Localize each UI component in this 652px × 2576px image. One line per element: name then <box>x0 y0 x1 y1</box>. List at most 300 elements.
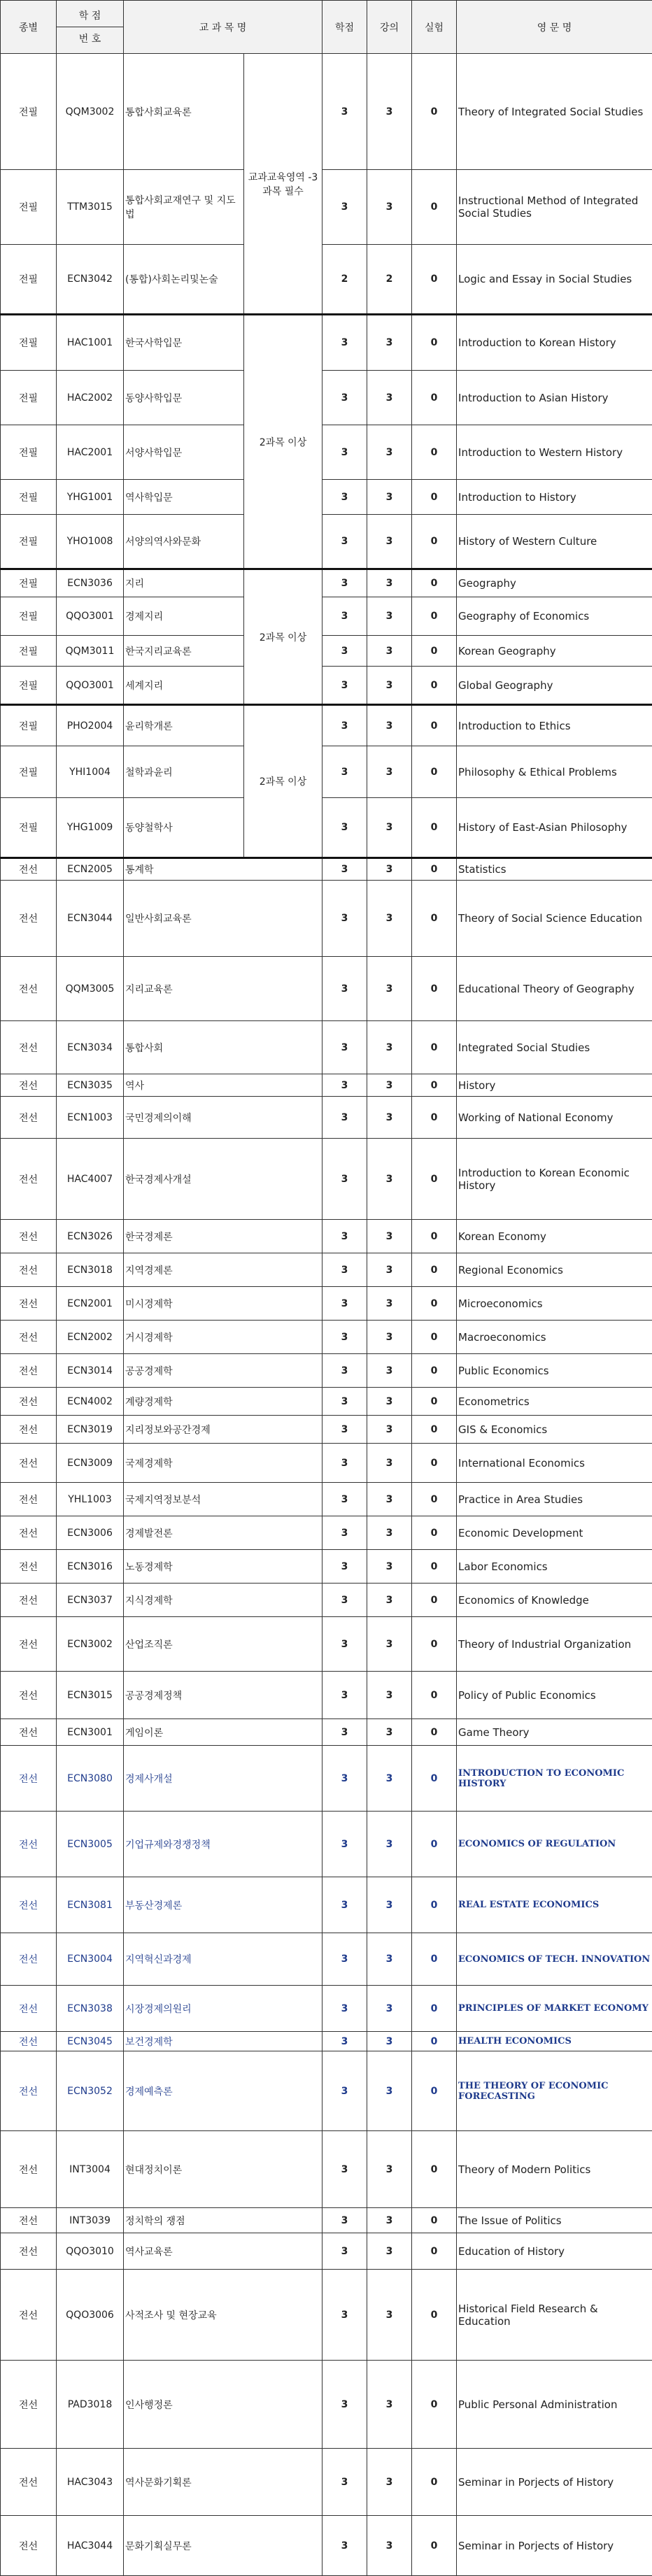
course-credit: 3 <box>323 746 367 798</box>
course-lecture: 3 <box>367 1483 412 1516</box>
course-lab: 0 <box>412 1516 457 1550</box>
table-row <box>1 1550 652 1584</box>
course-type: 전선 <box>1 2270 57 2361</box>
course-code: QQO3001 <box>57 597 124 636</box>
course-english-name: Seminar in Porjects of History <box>457 2449 652 2516</box>
course-name: 국제지역정보분석 <box>124 1483 323 1516</box>
course-lab: 0 <box>412 315 457 371</box>
course-credit: 3 <box>323 2270 367 2361</box>
course-lab: 0 <box>412 1253 457 1287</box>
course-lecture: 3 <box>367 2051 412 2131</box>
course-type: 전선 <box>1 1516 57 1550</box>
course-lab: 0 <box>412 2208 457 2233</box>
course-credit: 3 <box>323 1877 367 1933</box>
course-credit: 3 <box>323 2516 367 2576</box>
course-name: 역사교육론 <box>124 2233 323 2270</box>
table-row <box>1 1719 652 1746</box>
course-type: 전선 <box>1 2233 57 2270</box>
table-row <box>1 170 652 245</box>
header-code-top: 학 점 <box>57 8 123 27</box>
course-lecture: 3 <box>367 569 412 597</box>
course-lab: 0 <box>412 1877 457 1933</box>
course-type: 전필 <box>1 480 57 515</box>
table-row <box>1 1416 652 1444</box>
table-row <box>1 798 652 858</box>
course-code: HAC3043 <box>57 2449 124 2516</box>
course-code: ECN3037 <box>57 1584 124 1617</box>
course-code: YHL1003 <box>57 1483 124 1516</box>
course-name: 문화기획실무론 <box>124 2516 323 2576</box>
course-lecture: 3 <box>367 1097 412 1139</box>
course-code: HAC4007 <box>57 1139 124 1220</box>
course-code: ECN3026 <box>57 1220 124 1253</box>
course-name: 보건경제학 <box>124 2032 323 2051</box>
course-type: 전선 <box>1 2449 57 2516</box>
course-lecture: 3 <box>367 1287 412 1321</box>
course-english-name: Public Economics <box>457 1354 652 1388</box>
course-credit: 3 <box>323 2208 367 2233</box>
course-credit: 3 <box>323 1672 367 1719</box>
course-lecture: 3 <box>367 2361 412 2449</box>
course-type: 전필 <box>1 798 57 858</box>
course-lecture: 3 <box>367 1416 412 1444</box>
course-code: ECN3009 <box>57 1444 124 1483</box>
course-lab: 0 <box>412 1097 457 1139</box>
course-english-name: Policy of Public Economics <box>457 1672 652 1719</box>
course-lab: 0 <box>412 746 457 798</box>
course-credit: 3 <box>323 1516 367 1550</box>
course-credit: 3 <box>323 1584 367 1617</box>
course-type: 전필 <box>1 636 57 667</box>
course-code: QQM3002 <box>57 54 124 170</box>
course-lecture: 3 <box>367 2516 412 2576</box>
course-name: 미시경제학 <box>124 1287 323 1321</box>
course-name: 한국경제론 <box>124 1220 323 1253</box>
course-name: 사적조사 및 현장교육 <box>124 2270 323 2361</box>
course-lecture: 3 <box>367 1746 412 1812</box>
course-name: 역사 <box>124 1074 323 1097</box>
course-lab: 0 <box>412 597 457 636</box>
course-name: 서양의역사와문화 <box>124 515 244 569</box>
course-lab: 0 <box>412 1550 457 1584</box>
course-lecture: 3 <box>367 881 412 957</box>
table-row <box>1 480 652 515</box>
table-row <box>1 2131 652 2208</box>
course-english-name: Theory of Social Science Education <box>457 881 652 957</box>
course-lecture: 3 <box>367 315 412 371</box>
course-lecture: 3 <box>367 2449 412 2516</box>
course-type: 전선 <box>1 2208 57 2233</box>
course-credit: 3 <box>323 858 367 881</box>
course-type: 전선 <box>1 2516 57 2576</box>
table-row <box>1 1253 652 1287</box>
course-code: ECN3001 <box>57 1719 124 1746</box>
course-credit: 3 <box>323 480 367 515</box>
course-english-name: Philosophy & Ethical Problems <box>457 746 652 798</box>
header-course-name: 교 과 목 명 <box>124 1 323 54</box>
course-code: ECN3004 <box>57 1933 124 1986</box>
course-name: 부동산경제론 <box>124 1877 323 1933</box>
course-code: PAD3018 <box>57 2361 124 2449</box>
course-lecture: 3 <box>367 1220 412 1253</box>
course-name: 철학과윤리 <box>124 746 244 798</box>
table-row <box>1 858 652 881</box>
course-english-name: International Economics <box>457 1444 652 1483</box>
course-name: 한국지리교육론 <box>124 636 244 667</box>
course-code: HAC2001 <box>57 425 124 480</box>
course-credit: 3 <box>323 1021 367 1074</box>
course-code: ECN3014 <box>57 1354 124 1388</box>
course-name: 역사학입문 <box>124 480 244 515</box>
course-lab: 0 <box>412 667 457 705</box>
course-credit: 3 <box>323 1253 367 1287</box>
course-lab: 0 <box>412 54 457 170</box>
course-name: 통계학 <box>124 858 323 881</box>
course-name: 통합사회 <box>124 1021 323 1074</box>
course-name: 정치학의 쟁점 <box>124 2208 323 2233</box>
course-lecture: 3 <box>367 1516 412 1550</box>
table-row <box>1 597 652 636</box>
course-name: 지리정보와공간경제 <box>124 1416 323 1444</box>
course-lab: 0 <box>412 2516 457 2576</box>
course-credit: 3 <box>323 54 367 170</box>
course-lab: 0 <box>412 1416 457 1444</box>
table-row <box>1 1812 652 1877</box>
course-code: HAC3044 <box>57 2516 124 2576</box>
course-name: 지역경제론 <box>124 1253 323 1287</box>
course-english-name: Korean Economy <box>457 1220 652 1253</box>
course-english-name: Educational Theory of Geography <box>457 957 652 1021</box>
course-name: 경제사개설 <box>124 1746 323 1812</box>
course-lecture: 3 <box>367 2131 412 2208</box>
course-english-name: Introduction to Ethics <box>457 705 652 746</box>
table-row <box>1 2208 652 2233</box>
course-lab: 0 <box>412 1483 457 1516</box>
course-credit: 3 <box>323 1812 367 1877</box>
course-lab: 0 <box>412 1321 457 1354</box>
course-code: QQM3011 <box>57 636 124 667</box>
course-name: 국민경제의이해 <box>124 1097 323 1139</box>
course-name: 국제경제학 <box>124 1444 323 1483</box>
course-credit: 2 <box>323 245 367 315</box>
course-name: 시장경제의원리 <box>124 1986 323 2032</box>
course-lab: 0 <box>412 2131 457 2208</box>
table-row <box>1 1354 652 1388</box>
course-type: 전선 <box>1 1719 57 1746</box>
course-lab: 0 <box>412 2361 457 2449</box>
course-lecture: 3 <box>367 371 412 425</box>
course-name: 인사행정론 <box>124 2361 323 2449</box>
course-english-name: HEALTH ECONOMICS <box>457 2032 652 2051</box>
course-lecture: 3 <box>367 54 412 170</box>
course-code: ECN3002 <box>57 1617 124 1672</box>
table-row <box>1 1139 652 1220</box>
course-type: 전선 <box>1 1550 57 1584</box>
requirement-group: 교과교육영역 -3과목 필수 <box>244 54 323 315</box>
course-lab: 0 <box>412 1617 457 1672</box>
header-lab: 실험 <box>412 1 457 54</box>
course-code: ECN3044 <box>57 881 124 957</box>
course-credit: 3 <box>323 2449 367 2516</box>
header-code <box>57 1 124 54</box>
course-lab: 0 <box>412 1220 457 1253</box>
course-english-name: INTRODUCTION TO ECONOMIC HISTORY <box>457 1746 652 1812</box>
course-lecture: 3 <box>367 2208 412 2233</box>
course-code: YHG1009 <box>57 798 124 858</box>
table-row <box>1 1617 652 1672</box>
course-lab: 0 <box>412 170 457 245</box>
table-row <box>1 1321 652 1354</box>
course-english-name: GIS & Economics <box>457 1416 652 1444</box>
course-lab: 0 <box>412 425 457 480</box>
course-lecture: 3 <box>367 1253 412 1287</box>
course-lab: 0 <box>412 1746 457 1812</box>
course-lab: 0 <box>412 1287 457 1321</box>
course-name: 일반사회교육론 <box>124 881 323 957</box>
header-lecture: 강의 <box>367 1 412 54</box>
course-lab: 0 <box>412 636 457 667</box>
course-type: 전선 <box>1 858 57 881</box>
course-lecture: 3 <box>367 1021 412 1074</box>
course-english-name: Theory of Modern Politics <box>457 2131 652 2208</box>
course-english-name: Seminar in Porjects of History <box>457 2516 652 2576</box>
course-code: QQO3001 <box>57 667 124 705</box>
course-lecture: 3 <box>367 1388 412 1416</box>
course-english-name: Working of National Economy <box>457 1097 652 1139</box>
course-code: ECN3052 <box>57 2051 124 2131</box>
table-row <box>1 2516 652 2576</box>
course-lab: 0 <box>412 2032 457 2051</box>
table-row <box>1 1877 652 1933</box>
course-credit: 3 <box>323 1354 367 1388</box>
course-name: 현대정치이론 <box>124 2131 323 2208</box>
table-row <box>1 1287 652 1321</box>
course-lab: 0 <box>412 245 457 315</box>
course-code: ECN3006 <box>57 1516 124 1550</box>
course-english-name: Game Theory <box>457 1719 652 1746</box>
course-lecture: 3 <box>367 425 412 480</box>
table-row <box>1 705 652 746</box>
table-row <box>1 371 652 425</box>
course-type: 전필 <box>1 746 57 798</box>
course-lab: 0 <box>412 2449 457 2516</box>
course-code: ECN3081 <box>57 1877 124 1933</box>
course-type: 전선 <box>1 1933 57 1986</box>
course-code: ECN3015 <box>57 1672 124 1719</box>
course-name: 역사문화기획론 <box>124 2449 323 2516</box>
course-type: 전선 <box>1 1746 57 1812</box>
course-type: 전선 <box>1 1617 57 1672</box>
course-credit: 3 <box>323 1097 367 1139</box>
course-english-name: Economic Development <box>457 1516 652 1550</box>
course-name: 동양철학사 <box>124 798 244 858</box>
course-lab: 0 <box>412 1444 457 1483</box>
table-row <box>1 1444 652 1483</box>
course-credit: 3 <box>323 597 367 636</box>
course-lecture: 3 <box>367 170 412 245</box>
course-code: TTM3015 <box>57 170 124 245</box>
course-lecture: 3 <box>367 858 412 881</box>
course-code: ECN3005 <box>57 1812 124 1877</box>
course-code: INT3039 <box>57 2208 124 2233</box>
course-lecture: 3 <box>367 667 412 705</box>
table-row <box>1 425 652 480</box>
course-lab: 0 <box>412 371 457 425</box>
course-lecture: 3 <box>367 1812 412 1877</box>
course-code: ECN2001 <box>57 1287 124 1321</box>
table-row <box>1 957 652 1021</box>
course-name: 경제예측론 <box>124 2051 323 2131</box>
course-type: 전선 <box>1 1483 57 1516</box>
course-type: 전선 <box>1 1139 57 1220</box>
table-row <box>1 245 652 315</box>
course-lecture: 3 <box>367 515 412 569</box>
table-row <box>1 881 652 957</box>
course-english-name: Historical Field Research & Education <box>457 2270 652 2361</box>
course-code: ECN3034 <box>57 1021 124 1074</box>
course-type: 전선 <box>1 1584 57 1617</box>
course-english-name: Econometrics <box>457 1388 652 1416</box>
header-code-bottom: 번 호 <box>58 31 122 45</box>
course-credit: 3 <box>323 1287 367 1321</box>
course-lab: 0 <box>412 1021 457 1074</box>
course-name: 한국경제사개설 <box>124 1139 323 1220</box>
course-type: 전선 <box>1 1074 57 1097</box>
course-lecture: 3 <box>367 1550 412 1584</box>
course-credit: 3 <box>323 425 367 480</box>
course-lab: 0 <box>412 2051 457 2131</box>
course-english-name: Labor Economics <box>457 1550 652 1584</box>
course-code: ECN3036 <box>57 569 124 597</box>
course-lab: 0 <box>412 515 457 569</box>
table-row <box>1 2051 652 2131</box>
course-english-name: Introduction to Western History <box>457 425 652 480</box>
course-type: 전선 <box>1 1416 57 1444</box>
course-code: YHG1001 <box>57 480 124 515</box>
requirement-group: 2과목 이상 <box>244 705 323 858</box>
course-code: PHO2004 <box>57 705 124 746</box>
course-type: 전선 <box>1 1812 57 1877</box>
course-lecture: 3 <box>367 957 412 1021</box>
course-lab: 0 <box>412 1672 457 1719</box>
course-credit: 3 <box>323 569 367 597</box>
table-row <box>1 1516 652 1550</box>
course-lecture: 3 <box>367 1354 412 1388</box>
course-name: 계량경제학 <box>124 1388 323 1416</box>
course-lecture: 3 <box>367 2270 412 2361</box>
table-row <box>1 1933 652 1986</box>
course-name: 동양사학입문 <box>124 371 244 425</box>
course-code: QQM3005 <box>57 957 124 1021</box>
course-name: 통합사회교재연구 및 지도법 <box>124 170 244 245</box>
course-english-name: REAL ESTATE ECONOMICS <box>457 1877 652 1933</box>
course-credit: 3 <box>323 957 367 1021</box>
course-english-name: Integrated Social Studies <box>457 1021 652 1074</box>
course-english-name: Global Geography <box>457 667 652 705</box>
course-code: INT3004 <box>57 2131 124 2208</box>
course-lab: 0 <box>412 1812 457 1877</box>
course-lab: 0 <box>412 1139 457 1220</box>
course-name: 공공경제정책 <box>124 1672 323 1719</box>
course-english-name: Education of History <box>457 2233 652 2270</box>
table-row <box>1 54 652 170</box>
course-credit: 3 <box>323 2233 367 2270</box>
table-row <box>1 746 652 798</box>
course-code: ECN3080 <box>57 1746 124 1812</box>
requirement-group: 2과목 이상 <box>244 569 323 705</box>
course-english-name: Geography of Economics <box>457 597 652 636</box>
table-row <box>1 1584 652 1617</box>
course-type: 전선 <box>1 1388 57 1416</box>
course-code: QQO3010 <box>57 2233 124 2270</box>
course-credit: 3 <box>323 1321 367 1354</box>
course-type: 전필 <box>1 170 57 245</box>
course-name: 세계지리 <box>124 667 244 705</box>
course-english-name: Economics of Knowledge <box>457 1584 652 1617</box>
course-english-name: Introduction to Asian History <box>457 371 652 425</box>
course-type: 전선 <box>1 2361 57 2449</box>
course-credit: 3 <box>323 2131 367 2208</box>
requirement-group: 2과목 이상 <box>244 315 323 569</box>
course-type: 전선 <box>1 1877 57 1933</box>
course-lab: 0 <box>412 858 457 881</box>
table-row <box>1 1388 652 1416</box>
course-lab: 0 <box>412 480 457 515</box>
course-credit: 3 <box>323 705 367 746</box>
course-lecture: 3 <box>367 1139 412 1220</box>
course-code: HAC1001 <box>57 315 124 371</box>
course-code: ECN3042 <box>57 245 124 315</box>
course-type: 전필 <box>1 425 57 480</box>
course-code: YHO1008 <box>57 515 124 569</box>
course-lecture: 3 <box>367 1672 412 1719</box>
course-type: 전선 <box>1 1287 57 1321</box>
course-lecture: 3 <box>367 1321 412 1354</box>
course-name: 지역혁신과경제 <box>124 1933 323 1986</box>
course-lecture: 3 <box>367 480 412 515</box>
course-code: ECN3038 <box>57 1986 124 2032</box>
course-type: 전필 <box>1 315 57 371</box>
course-credit: 3 <box>323 1746 367 1812</box>
course-english-name: ECONOMICS OF REGULATION <box>457 1812 652 1877</box>
course-english-name: ECONOMICS OF TECH. INNOVATION <box>457 1933 652 1986</box>
course-code: ECN4002 <box>57 1388 124 1416</box>
course-name: 서양사학입문 <box>124 425 244 480</box>
course-type: 전선 <box>1 2131 57 2208</box>
course-lab: 0 <box>412 2270 457 2361</box>
course-type: 전선 <box>1 1321 57 1354</box>
course-type: 전필 <box>1 245 57 315</box>
course-credit: 3 <box>323 2032 367 2051</box>
course-name: 공공경제학 <box>124 1354 323 1388</box>
course-name: 산업조직론 <box>124 1617 323 1672</box>
course-name: 한국사학입문 <box>124 315 244 371</box>
table-row <box>1 2361 652 2449</box>
course-lab: 0 <box>412 1388 457 1416</box>
course-type: 전필 <box>1 371 57 425</box>
table-row <box>1 1746 652 1812</box>
table-row <box>1 2032 652 2051</box>
table-row <box>1 1097 652 1139</box>
course-lecture: 3 <box>367 1617 412 1672</box>
course-code: ECN1003 <box>57 1097 124 1139</box>
course-english-name: History of East-Asian Philosophy <box>457 798 652 858</box>
table-row <box>1 667 652 705</box>
course-name: 지리 <box>124 569 244 597</box>
course-lab: 0 <box>412 798 457 858</box>
course-credit: 3 <box>323 1617 367 1672</box>
course-name: 기업규제와경쟁정책 <box>124 1812 323 1877</box>
